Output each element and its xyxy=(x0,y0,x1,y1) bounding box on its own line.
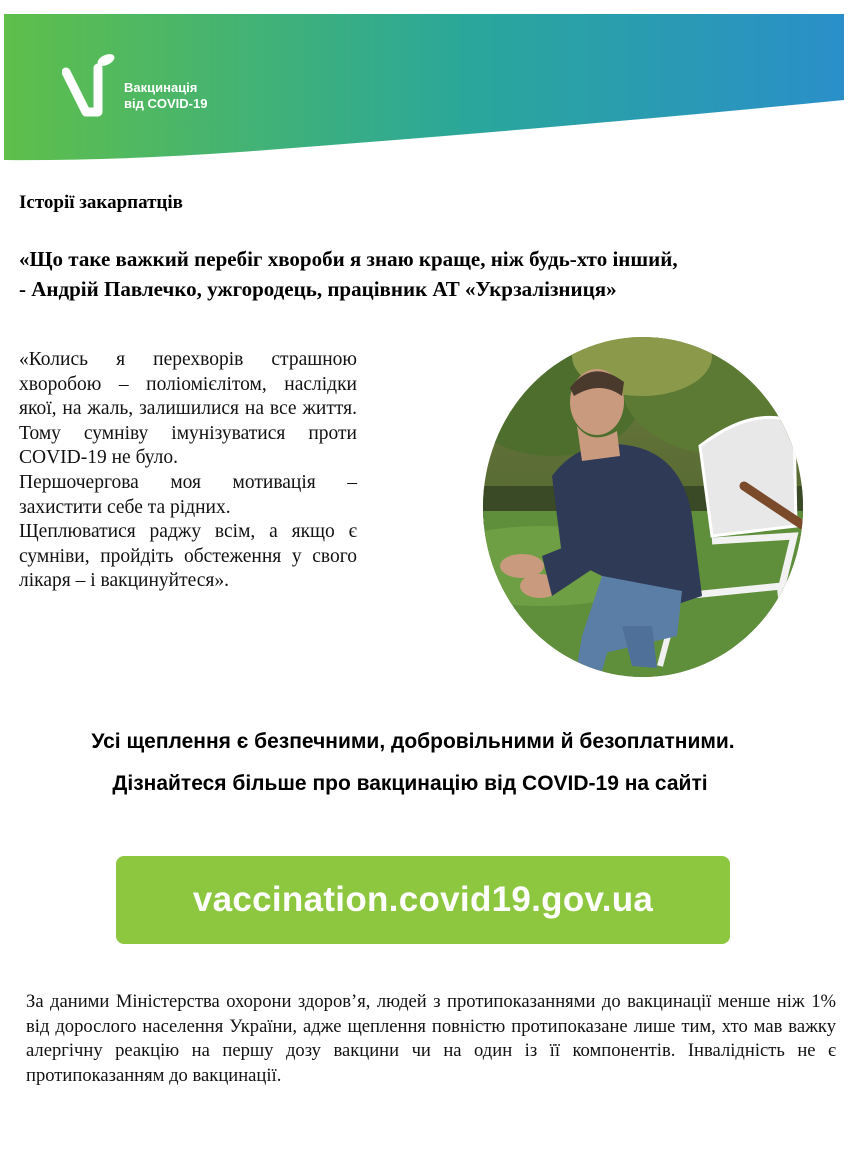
logo-text xyxy=(124,80,207,112)
learn-more-statement: Дізнайтеся більше про вакцинацію від COVID-19 на сайті xyxy=(112,772,708,795)
story-text xyxy=(19,348,357,594)
headline-line-2: - Андрій Павлечко, ужгородець, працівник АТ «Укрзалізниця» xyxy=(19,277,617,301)
headline-line-1: «Що таке важкий перебіг хвороби я знаю краще, ніж будь-хто інший, xyxy=(19,247,678,271)
story-paragraph-2: Першочергова моя мотивація – захистити себе та рідних. xyxy=(19,471,357,518)
footnote: За даними Міністерства охорони здоров’я, людей з протипоказаннями до вакцинації менше ніж 1% від дорослого населення України, адже щеплення повністю протипоказане лише тим, хто мав важку алергічну реакцію на першу дозу вакцини чи на один із її компонентів. Інвалідність не є протипоказанням до вакцинації. xyxy=(26,991,836,1086)
website-link-button[interactable]: vaccination.covid19.gov.ua xyxy=(116,856,730,944)
safety-statement: Усі щеплення є безпечними, добровільними й безоплатними. xyxy=(91,730,735,753)
logo-line-2: від COVID-19 xyxy=(124,96,208,111)
portrait-photo xyxy=(482,336,804,678)
vaccination-logo-icon xyxy=(62,52,118,120)
story-paragraph-1: «Колись я перехворів страшною хворобою – поліомієлітом, наслідки якої, на жаль, залишилися на все життя. Тому сумніву імунізуватися проти COVID-19 не було. xyxy=(19,349,357,469)
section-title: Історії закарпатців xyxy=(19,192,183,213)
logo-line-1: Вакцинація xyxy=(124,80,198,95)
quote-headline xyxy=(19,244,839,304)
header-banner xyxy=(0,0,850,170)
story-paragraph-3: Щеплюватися раджу всім, а якщо є сумніви, пройдіть обстеження у свого лікаря – і вакцинуйтеся». xyxy=(19,521,357,592)
